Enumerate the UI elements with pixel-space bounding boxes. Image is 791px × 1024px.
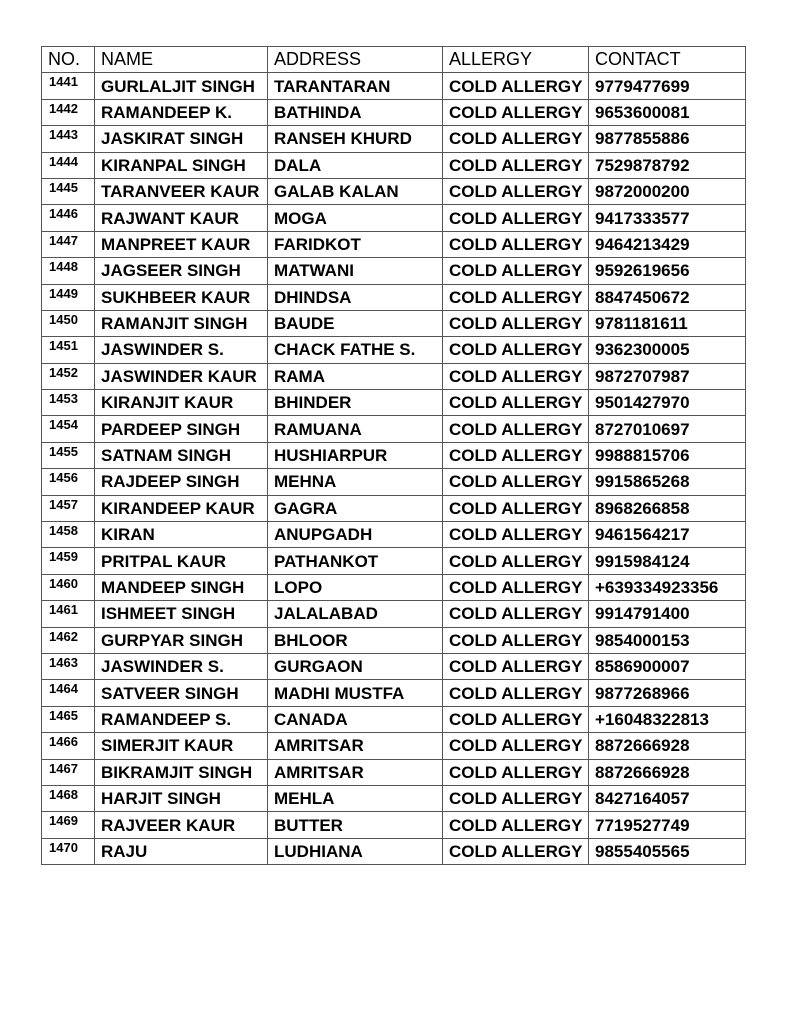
cell-no: 1448 — [42, 258, 95, 284]
cell-no: 1458 — [42, 522, 95, 548]
cell-no: 1465 — [42, 706, 95, 732]
table-row — [42, 73, 746, 99]
table-row — [42, 548, 746, 574]
cell-allergy: COLD ALLERGY — [443, 205, 589, 231]
cell-name: SUKHBEER KAUR — [95, 284, 268, 310]
cell-address: MOGA — [268, 205, 443, 231]
cell-contact: 9464213429 — [589, 231, 746, 257]
cell-name: RAMANDEEP K. — [95, 99, 268, 125]
cell-address: RAMA — [268, 363, 443, 389]
cell-name: KIRANPAL SINGH — [95, 152, 268, 178]
cell-contact: 9915984124 — [589, 548, 746, 574]
table-row — [42, 126, 746, 152]
cell-name: JASWINDER KAUR — [95, 363, 268, 389]
cell-name: MANPREET KAUR — [95, 231, 268, 257]
cell-no: 1457 — [42, 495, 95, 521]
table-row — [42, 205, 746, 231]
cell-name: BIKRAMJIT SINGH — [95, 759, 268, 785]
table-row — [42, 363, 746, 389]
header-allergy: ALLERGY — [443, 47, 589, 73]
cell-no: 1468 — [42, 785, 95, 811]
cell-address: CANADA — [268, 706, 443, 732]
cell-address: ANUPGADH — [268, 522, 443, 548]
cell-contact: +16048322813 — [589, 706, 746, 732]
table-row — [42, 627, 746, 653]
cell-address: HUSHIARPUR — [268, 442, 443, 468]
cell-address: GAGRA — [268, 495, 443, 521]
header-name: NAME — [95, 47, 268, 73]
cell-name: PRITPAL KAUR — [95, 548, 268, 574]
cell-name: MANDEEP SINGH — [95, 574, 268, 600]
table-row — [42, 310, 746, 336]
cell-no: 1464 — [42, 680, 95, 706]
cell-no: 1444 — [42, 152, 95, 178]
cell-address: BAUDE — [268, 310, 443, 336]
cell-address: DHINDSA — [268, 284, 443, 310]
cell-allergy: COLD ALLERGY — [443, 627, 589, 653]
cell-name: JASKIRAT SINGH — [95, 126, 268, 152]
table-row — [42, 390, 746, 416]
cell-allergy: COLD ALLERGY — [443, 574, 589, 600]
cell-no: 1453 — [42, 390, 95, 416]
cell-address: LOPO — [268, 574, 443, 600]
cell-allergy: COLD ALLERGY — [443, 99, 589, 125]
cell-no: 1466 — [42, 733, 95, 759]
cell-contact: 8727010697 — [589, 416, 746, 442]
cell-allergy: COLD ALLERGY — [443, 706, 589, 732]
cell-name: ISHMEET SINGH — [95, 601, 268, 627]
cell-name: GURLALJIT SINGH — [95, 73, 268, 99]
cell-allergy: COLD ALLERGY — [443, 337, 589, 363]
cell-allergy: COLD ALLERGY — [443, 522, 589, 548]
cell-allergy: COLD ALLERGY — [443, 258, 589, 284]
cell-address: RAMUANA — [268, 416, 443, 442]
cell-address: MADHI MUSTFA — [268, 680, 443, 706]
cell-contact: 8427164057 — [589, 785, 746, 811]
cell-name: TARANVEER KAUR — [95, 178, 268, 204]
table-row — [42, 522, 746, 548]
cell-no: 1467 — [42, 759, 95, 785]
cell-allergy: COLD ALLERGY — [443, 548, 589, 574]
cell-address: PATHANKOT — [268, 548, 443, 574]
cell-no: 1449 — [42, 284, 95, 310]
cell-name: KIRAN — [95, 522, 268, 548]
cell-allergy: COLD ALLERGY — [443, 759, 589, 785]
cell-allergy: COLD ALLERGY — [443, 178, 589, 204]
cell-address: MATWANI — [268, 258, 443, 284]
table-row — [42, 574, 746, 600]
cell-address: GURGAON — [268, 653, 443, 679]
cell-no: 1470 — [42, 838, 95, 864]
cell-allergy: COLD ALLERGY — [443, 469, 589, 495]
cell-address: BUTTER — [268, 812, 443, 838]
cell-name: JASWINDER S. — [95, 337, 268, 363]
cell-address: RANSEH KHURD — [268, 126, 443, 152]
cell-contact: 9988815706 — [589, 442, 746, 468]
table-row — [42, 152, 746, 178]
cell-address: GALAB KALAN — [268, 178, 443, 204]
document-page — [41, 46, 746, 865]
cell-name: RAJWANT KAUR — [95, 205, 268, 231]
header-contact: CONTACT — [589, 47, 746, 73]
cell-name: RAJDEEP SINGH — [95, 469, 268, 495]
cell-contact: 9872707987 — [589, 363, 746, 389]
cell-no: 1452 — [42, 363, 95, 389]
table-row — [42, 258, 746, 284]
cell-name: RAJVEER KAUR — [95, 812, 268, 838]
cell-contact: 7529878792 — [589, 152, 746, 178]
cell-contact: 8872666928 — [589, 733, 746, 759]
cell-address: BATHINDA — [268, 99, 443, 125]
table-row — [42, 759, 746, 785]
cell-allergy: COLD ALLERGY — [443, 838, 589, 864]
cell-name: JASWINDER S. — [95, 653, 268, 679]
cell-address: BHINDER — [268, 390, 443, 416]
cell-no: 1463 — [42, 653, 95, 679]
table-row — [42, 178, 746, 204]
cell-contact: 9872000200 — [589, 178, 746, 204]
cell-contact: 9915865268 — [589, 469, 746, 495]
cell-contact: 9877855886 — [589, 126, 746, 152]
cell-allergy: COLD ALLERGY — [443, 284, 589, 310]
cell-name: RAMANJIT SINGH — [95, 310, 268, 336]
cell-address: TARANTARAN — [268, 73, 443, 99]
cell-no: 1469 — [42, 812, 95, 838]
cell-contact: 9362300005 — [589, 337, 746, 363]
cell-no: 1447 — [42, 231, 95, 257]
cell-name: SATNAM SINGH — [95, 442, 268, 468]
cell-contact: 9653600081 — [589, 99, 746, 125]
cell-contact: 9854000153 — [589, 627, 746, 653]
table-row — [42, 284, 746, 310]
table-row — [42, 469, 746, 495]
table-row — [42, 680, 746, 706]
cell-name: GURPYAR SINGH — [95, 627, 268, 653]
cell-allergy: COLD ALLERGY — [443, 363, 589, 389]
cell-allergy: COLD ALLERGY — [443, 812, 589, 838]
cell-contact: 9914791400 — [589, 601, 746, 627]
cell-name: KIRANJIT KAUR — [95, 390, 268, 416]
cell-address: FARIDKOT — [268, 231, 443, 257]
header-no: NO. — [42, 47, 95, 73]
cell-address: JALALABAD — [268, 601, 443, 627]
table-row — [42, 416, 746, 442]
cell-contact: 9501427970 — [589, 390, 746, 416]
cell-allergy: COLD ALLERGY — [443, 390, 589, 416]
cell-contact: +639334923356 — [589, 574, 746, 600]
table-row — [42, 706, 746, 732]
table-row — [42, 653, 746, 679]
table-row — [42, 812, 746, 838]
header-address: ADDRESS — [268, 47, 443, 73]
cell-no: 1455 — [42, 442, 95, 468]
cell-no: 1459 — [42, 548, 95, 574]
table-row — [42, 838, 746, 864]
cell-allergy: COLD ALLERGY — [443, 653, 589, 679]
cell-allergy: COLD ALLERGY — [443, 126, 589, 152]
cell-allergy: COLD ALLERGY — [443, 310, 589, 336]
cell-no: 1446 — [42, 205, 95, 231]
cell-address: MEHNA — [268, 469, 443, 495]
cell-contact: 8872666928 — [589, 759, 746, 785]
table-row — [42, 231, 746, 257]
cell-allergy: COLD ALLERGY — [443, 680, 589, 706]
cell-allergy: COLD ALLERGY — [443, 416, 589, 442]
cell-address: DALA — [268, 152, 443, 178]
patient-table — [41, 46, 746, 865]
cell-contact: 8847450672 — [589, 284, 746, 310]
cell-contact: 9417333577 — [589, 205, 746, 231]
table-header-row — [42, 47, 746, 73]
cell-no: 1441 — [42, 73, 95, 99]
table-row — [42, 337, 746, 363]
cell-allergy: COLD ALLERGY — [443, 231, 589, 257]
cell-name: SIMERJIT KAUR — [95, 733, 268, 759]
cell-name: KIRANDEEP KAUR — [95, 495, 268, 521]
cell-name: RAMANDEEP S. — [95, 706, 268, 732]
cell-contact: 7719527749 — [589, 812, 746, 838]
table-row — [42, 785, 746, 811]
cell-no: 1456 — [42, 469, 95, 495]
cell-contact: 9855405565 — [589, 838, 746, 864]
cell-address: MEHLA — [268, 785, 443, 811]
cell-allergy: COLD ALLERGY — [443, 601, 589, 627]
cell-name: HARJIT SINGH — [95, 785, 268, 811]
cell-contact: 9461564217 — [589, 522, 746, 548]
cell-no: 1451 — [42, 337, 95, 363]
cell-address: BHLOOR — [268, 627, 443, 653]
table-row — [42, 495, 746, 521]
cell-no: 1445 — [42, 178, 95, 204]
cell-no: 1442 — [42, 99, 95, 125]
cell-contact: 9592619656 — [589, 258, 746, 284]
cell-allergy: COLD ALLERGY — [443, 733, 589, 759]
cell-name: JAGSEER SINGH — [95, 258, 268, 284]
cell-contact: 9779477699 — [589, 73, 746, 99]
cell-no: 1450 — [42, 310, 95, 336]
table-row — [42, 733, 746, 759]
cell-contact: 8586900007 — [589, 653, 746, 679]
cell-contact: 8968266858 — [589, 495, 746, 521]
cell-allergy: COLD ALLERGY — [443, 442, 589, 468]
cell-name: RAJU — [95, 838, 268, 864]
table-row — [42, 442, 746, 468]
cell-address: CHACK FATHE S. — [268, 337, 443, 363]
table-row — [42, 601, 746, 627]
cell-address: LUDHIANA — [268, 838, 443, 864]
cell-name: PARDEEP SINGH — [95, 416, 268, 442]
cell-allergy: COLD ALLERGY — [443, 73, 589, 99]
cell-allergy: COLD ALLERGY — [443, 785, 589, 811]
cell-allergy: COLD ALLERGY — [443, 495, 589, 521]
cell-address: AMRITSAR — [268, 733, 443, 759]
cell-no: 1460 — [42, 574, 95, 600]
cell-name: SATVEER SINGH — [95, 680, 268, 706]
cell-no: 1443 — [42, 126, 95, 152]
cell-contact: 9781181611 — [589, 310, 746, 336]
cell-address: AMRITSAR — [268, 759, 443, 785]
table-row — [42, 99, 746, 125]
cell-no: 1462 — [42, 627, 95, 653]
cell-no: 1454 — [42, 416, 95, 442]
table-body — [42, 73, 746, 865]
cell-no: 1461 — [42, 601, 95, 627]
cell-contact: 9877268966 — [589, 680, 746, 706]
cell-allergy: COLD ALLERGY — [443, 152, 589, 178]
